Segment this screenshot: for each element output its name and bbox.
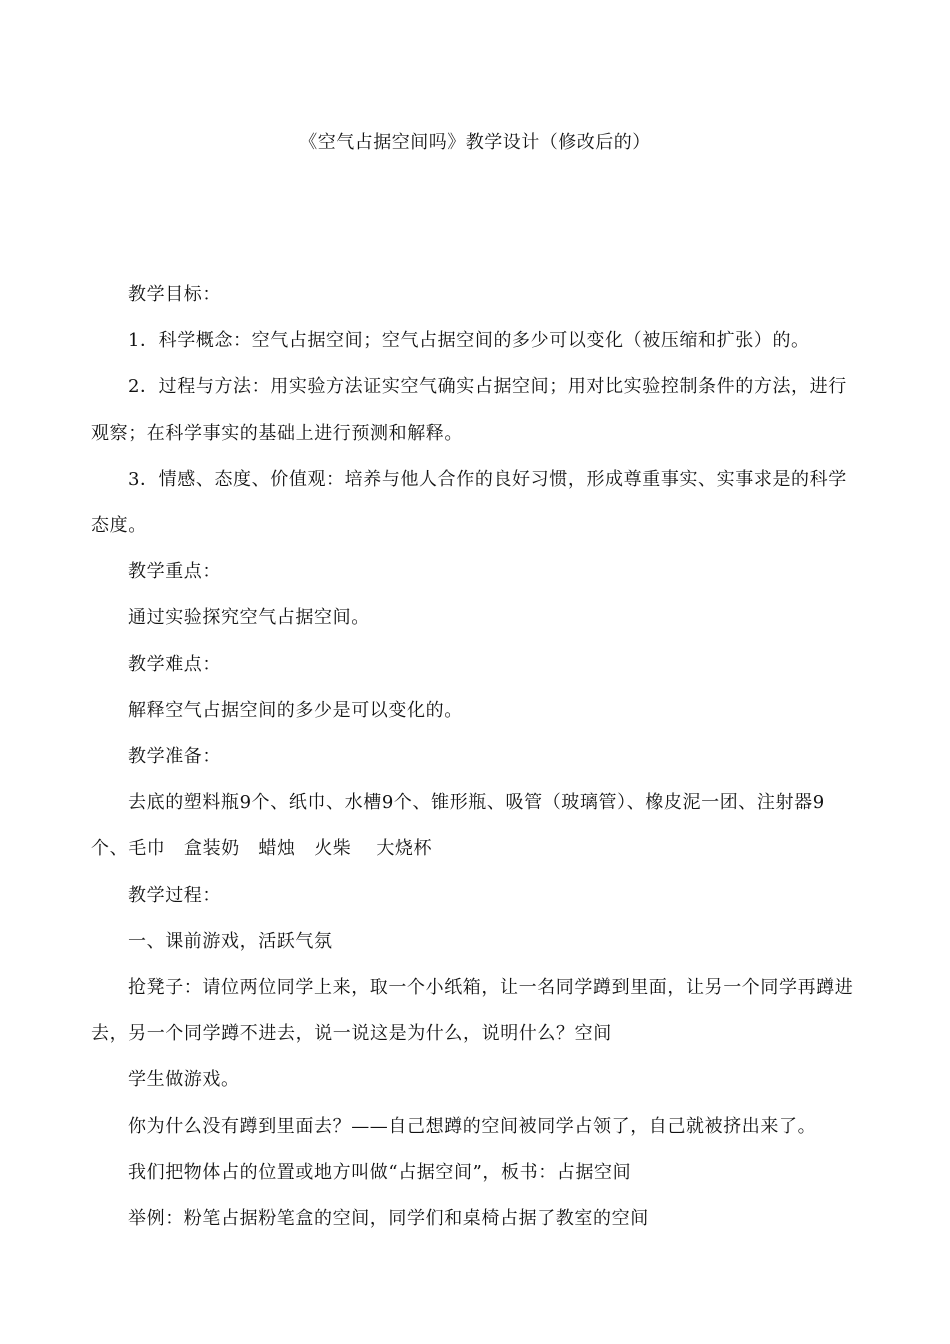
- heading-teaching-goals: 教学目标：: [128, 284, 221, 305]
- preparation-text: 去底的塑料瓶9个、纸巾、水槽9个、锥形瓶、吸管（玻璃管）、橡皮泥一团、注射器9个、毛巾 盒装奶 蜡烛 火柴 大烧杯: [91, 792, 825, 860]
- examples-text: 举例：粉笔占据粉笔盒的空间，同学们和桌椅占据了教室的空间: [128, 1208, 649, 1230]
- heading-process: 教学过程：: [128, 884, 221, 906]
- goal-emotion-attitude: 3．情感、态度、价值观：培养与他人合作的良好习惯，形成尊重事实、实事求是的科学态度。: [91, 468, 847, 537]
- key-point-text: 通过实验探究空气占据空间。: [128, 607, 370, 629]
- document-body: [91, 272, 861, 1242]
- document-title: 《空气占据空间吗》教学设计（修改后的）: [299, 132, 651, 153]
- process-section-one: 一、课前游戏，活跃气氛: [128, 930, 333, 952]
- heading-key-point: 教学重点：: [128, 561, 221, 583]
- difficulty-text: 解释空气占据空间的多少是可以变化的。: [128, 699, 463, 721]
- game-description: 抢凳子：请位两位同学上来，取一个小纸箱，让一名同学蹲到里面，让另一个同学再蹲进去，另一个同学蹲不进去，说一说这是为什么，说明什么？空间: [91, 977, 854, 1045]
- goal-process-method: 2．过程与方法：用实验方法证实空气确实占据空间；用对比实验控制条件的方法，进行观察；在科学事实的基础上进行预测和解释。: [91, 376, 847, 444]
- question-why: 你为什么没有蹲到里面去？——自己想蹲的空间被同学占领了，自己就被挤出来了。: [128, 1115, 817, 1137]
- heading-preparation: 教学准备：: [128, 746, 221, 768]
- students-play-game: 学生做游戏。: [128, 1069, 240, 1091]
- heading-difficulty: 教学难点：: [128, 653, 221, 675]
- definition-occupy-space: 我们把物体占的位置或地方叫做“占据空间”，板书：占据空间: [128, 1161, 632, 1183]
- goal-science-concept: 1．科学概念：空气占据空间；空气占据空间的多少可以变化（被压缩和扩张）的。: [128, 330, 810, 352]
